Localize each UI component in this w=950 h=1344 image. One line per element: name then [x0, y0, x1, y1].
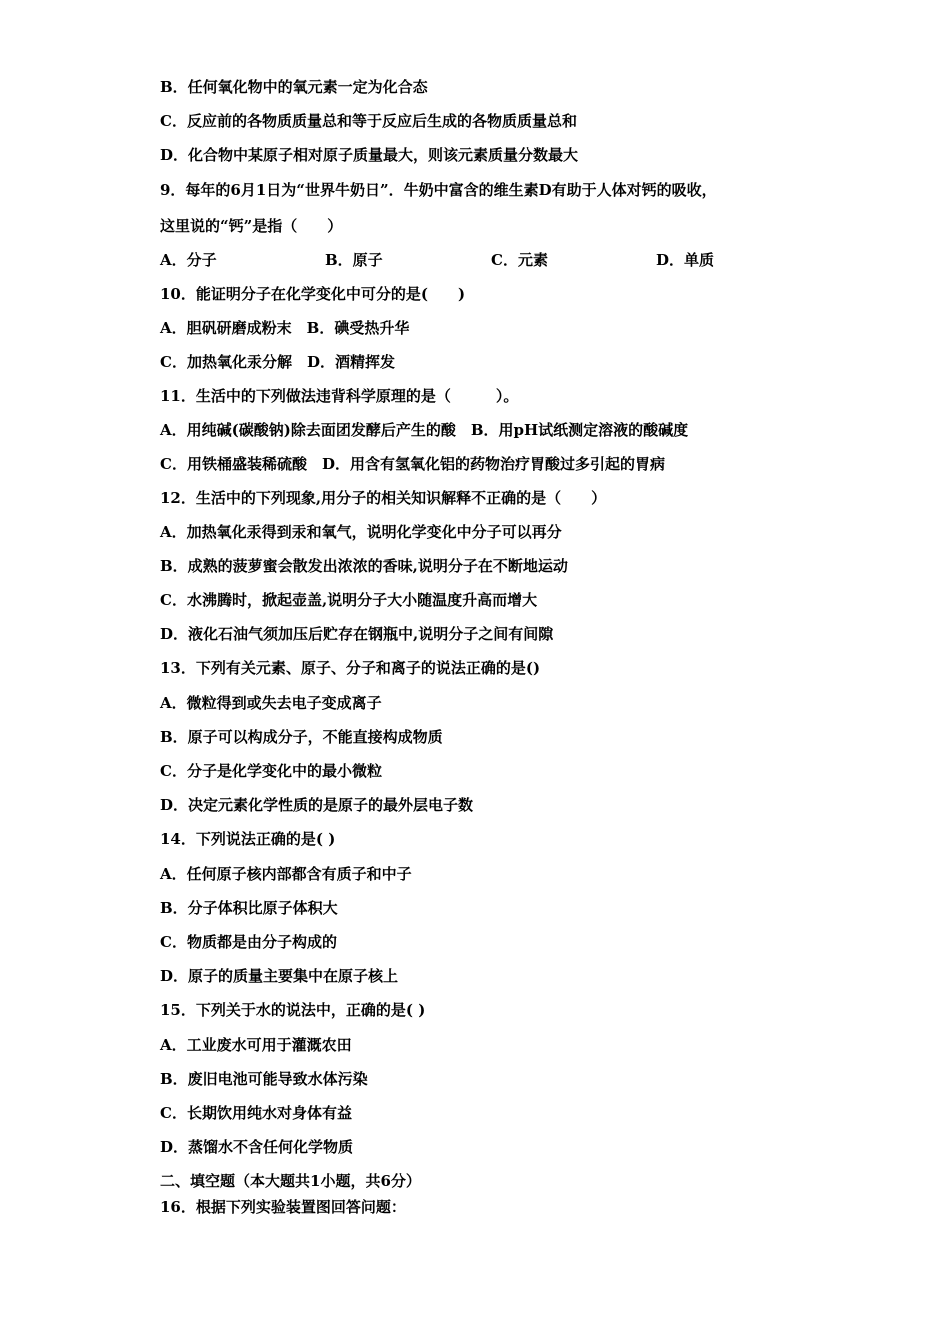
q15-option-b: B．废旧电池可能导致水体污染 [160, 1070, 368, 1088]
q14-option-c: C．物质都是由分子构成的 [160, 933, 337, 951]
q12-stem: 12．生活中的下列现象,用分子的相关知识解释不正确的是（ ） [160, 489, 607, 507]
q9-option-c: C．元素 [491, 251, 548, 269]
q16-stem: 16．根据下列实验装置图回答问题： [160, 1198, 406, 1216]
q13-option-a: A．微粒得到或失去电子变成离子 [160, 694, 382, 712]
q12-option-d: D．液化石油气须加压后贮存在钢瓶中,说明分子之间有间隙 [160, 625, 554, 643]
q11-options-cd: C．用铁桶盛装稀硫酸 D．用含有氢氧化铝的药物治疗胃酸过多引起的胃病 [160, 455, 665, 473]
q15-option-c: C．长期饮用纯水对身体有益 [160, 1104, 352, 1122]
q14-option-a: A．任何原子核内部都含有质子和中子 [160, 865, 412, 883]
q14-option-d: D．原子的质量主要集中在原子核上 [160, 967, 399, 985]
q11-options-ab: A．用纯碱(碳酸钠)除去面团发酵后产生的酸 B．用pH试纸测定溶液的酸碱度 [160, 421, 689, 439]
q13-option-d: D．决定元素化学性质的是原子的最外层电子数 [160, 796, 474, 814]
q12-option-c: C．水沸腾时，掀起壶盖,说明分子大小随温度升高而增大 [160, 591, 538, 609]
q10-stem: 10．能证明分子在化学变化中可分的是( ) [160, 285, 466, 303]
q13-option-b: B．原子可以构成分子，不能直接构成物质 [160, 728, 443, 746]
q13-stem: 13．下列有关元素、原子、分子和离子的说法正确的是() [160, 659, 541, 677]
q9-stem: 9．每年的6月1日为“世界牛奶日”．牛奶中富含的维生素D有助于人体对钙的吸收， [160, 181, 717, 199]
q9-option-a: A．分子 [160, 251, 217, 269]
section-heading: 二、填空题（本大题共1小题，共6分） [160, 1172, 421, 1190]
q15-option-d: D．蒸馏水不含任何化学物质 [160, 1138, 354, 1156]
q8-option-d: D．化合物中某原子相对原子质量最大，则该元素质量分数最大 [160, 146, 579, 164]
q9-option-b: B．原子 [325, 251, 383, 269]
q13-option-c: C．分子是化学变化中的最小微粒 [160, 762, 382, 780]
q14-option-b: B．分子体积比原子体积大 [160, 899, 338, 917]
q10-options-cd: C．加热氧化汞分解 D．酒精挥发 [160, 353, 395, 371]
q10-options-ab: A．胆矾研磨成粉末 B．碘受热升华 [160, 319, 410, 337]
q9-option-d: D．单质 [656, 251, 715, 269]
q12-option-b: B．成熟的菠萝蜜会散发出浓浓的香味,说明分子在不断地运动 [160, 557, 568, 575]
q12-option-a: A．加热氧化汞得到汞和氧气，说明化学变化中分子可以再分 [160, 523, 562, 541]
q9-stem-cont: 这里说的“钙”是指（ ） [160, 217, 343, 235]
q11-stem: 11．生活中的下列做法违背科学原理的是（ ）。 [160, 387, 519, 405]
q8-option-c: C．反应前的各物质质量总和等于反应后生成的各物质质量总和 [160, 112, 577, 130]
q8-option-b: B．任何氧化物中的氧元素一定为化合态 [160, 78, 428, 96]
q15-stem: 15．下列关于水的说法中，正确的是( ) [160, 1001, 426, 1019]
q15-option-a: A．工业废水可用于灌溉农田 [160, 1036, 352, 1054]
q14-stem: 14．下列说法正确的是( ) [160, 830, 336, 848]
